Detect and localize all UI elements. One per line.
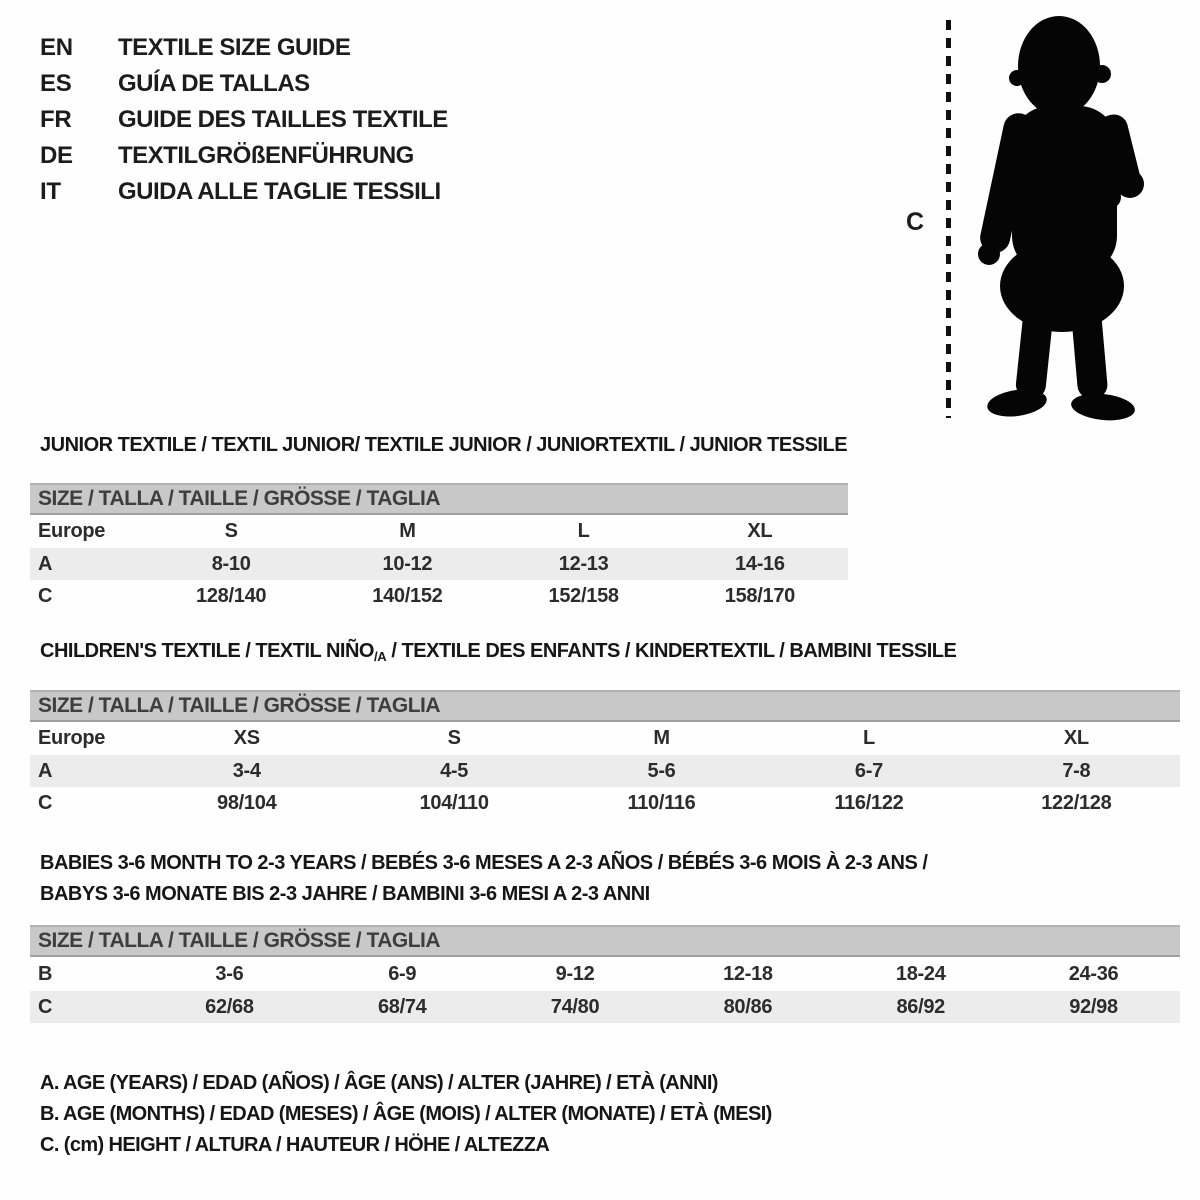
age-cell: 12-13	[558, 552, 609, 575]
lang-title: TEXTILE SIZE GUIDE	[118, 34, 351, 61]
row-label: B	[38, 962, 53, 985]
height-dashed-line	[946, 20, 951, 418]
legend-line-age-months: B. AGE (MONTHS) / EDAD (MESES) / ÂGE (MOIS) / ALTER (MONATE) / ETÀ (MESI)	[40, 1103, 772, 1125]
size-cell: S	[224, 520, 238, 542]
size-cell: M	[399, 520, 416, 542]
children-section-heading	[40, 640, 956, 664]
size-cell: XL	[1063, 727, 1089, 749]
age-cell: 6-7	[854, 759, 883, 782]
lang-code: FR	[40, 106, 72, 133]
height-cell: 122/128	[1041, 791, 1112, 814]
lang-code: ES	[40, 70, 72, 97]
size-header-bar: SIZE / TALLA / TAILLE / GRÖSSE / TAGLIA	[30, 690, 1180, 722]
size-cell: S	[447, 727, 461, 749]
lang-row-fr	[40, 102, 448, 138]
height-cell: 92/98	[1069, 995, 1118, 1018]
table-row-height	[30, 580, 848, 612]
row-label: A	[38, 759, 53, 782]
height-cell: 110/116	[627, 791, 696, 814]
age-cell: 5-6	[647, 759, 676, 782]
lang-title: GUIDA ALLE TAGLIE TESSILI	[118, 178, 441, 205]
lang-title: GUÍA DE TALLAS	[118, 70, 310, 97]
babies-size-table	[30, 925, 1180, 1023]
months-cell: 6-9	[388, 962, 417, 985]
row-label: C	[38, 791, 53, 814]
language-title-block	[40, 30, 448, 210]
junior-size-table	[30, 483, 848, 612]
lang-row-es	[40, 66, 448, 102]
age-cell: 14-16	[735, 552, 785, 575]
height-cell: 62/68	[205, 995, 254, 1018]
size-cell: M	[653, 727, 670, 749]
height-cell: 116/122	[834, 791, 904, 814]
months-cell: 3-6	[215, 962, 244, 985]
height-cell: 86/92	[896, 995, 945, 1018]
height-cell: 128/140	[196, 584, 267, 607]
age-cell: 4-5	[440, 759, 469, 782]
toddler-silhouette-icon	[962, 14, 1190, 426]
legend-line-height: C. (cm) HEIGHT / ALTURA / HAUTEUR / HÖHE / ALTEZZA	[40, 1134, 550, 1156]
size-header-bar: SIZE / TALLA / TAILLE / GRÖSSE / TAGLIA	[30, 483, 848, 515]
size-cell: XL	[747, 520, 773, 542]
table-row-age	[30, 548, 848, 580]
babies-heading-line1: BABIES 3-6 MONTH TO 2-3 YEARS / BEBÉS 3-6 MESES A 2-3 AÑOS / BÉBÉS 3-6 MOIS À 2-3 ANS /	[40, 852, 928, 874]
lang-row-en	[40, 30, 448, 66]
lang-title: TEXTILGRÖßENFÜHRUNG	[118, 142, 414, 169]
row-label: Europe	[38, 520, 106, 542]
height-cell: 98/104	[217, 791, 277, 814]
lang-row-it	[40, 174, 448, 210]
lang-code: IT	[40, 178, 61, 205]
measurement-legend	[40, 1068, 772, 1161]
height-cell: 152/158	[548, 584, 619, 607]
height-cell: 104/110	[419, 791, 489, 814]
months-cell: 9-12	[555, 962, 595, 985]
babies-section-heading	[40, 848, 927, 910]
height-cell: 158/170	[724, 584, 795, 607]
lang-row-de	[40, 138, 448, 174]
size-cell: L	[577, 520, 590, 542]
children-heading-prefix: CHILDREN'S TEXTILE / TEXTIL NIÑO	[40, 640, 374, 662]
height-cell: 140/152	[372, 584, 443, 607]
age-cell: 3-4	[232, 759, 261, 782]
size-cell: XS	[233, 727, 260, 749]
lang-code: DE	[40, 142, 73, 169]
table-row-height	[30, 787, 1180, 819]
children-heading-sub: /A	[373, 649, 387, 664]
lang-title: GUIDE DES TAILLES TEXTILE	[118, 106, 448, 133]
children-size-table	[30, 690, 1180, 819]
age-cell: 10-12	[382, 552, 433, 575]
table-row-height	[30, 991, 1180, 1023]
row-label: C	[38, 584, 53, 607]
legend-line-age-years: A. AGE (YEARS) / EDAD (AÑOS) / ÂGE (ANS) / ALTER (JAHRE) / ETÀ (ANNI)	[40, 1072, 718, 1094]
junior-section-heading: JUNIOR TEXTILE / TEXTIL JUNIOR/ TEXTILE JUNIOR / JUNIORTEXTIL / JUNIOR TESSILE	[40, 434, 848, 456]
months-cell: 18-24	[895, 962, 946, 985]
figure-height-label: C	[906, 208, 925, 236]
row-label: Europe	[38, 727, 106, 749]
row-label: A	[38, 552, 53, 575]
table-row-age	[30, 755, 1180, 787]
babies-heading-line2: BABYS 3-6 MONATE BIS 2-3 JAHRE / BAMBINI 3-6 MESI A 2-3 ANNI	[40, 883, 650, 905]
height-cell: 68/74	[377, 995, 427, 1018]
row-label: C	[38, 995, 53, 1018]
size-cell: L	[862, 727, 875, 749]
size-header-bar: SIZE / TALLA / TAILLE / GRÖSSE / TAGLIA	[30, 925, 1180, 957]
height-cell: 74/80	[550, 995, 600, 1018]
table-row-europe	[30, 515, 848, 548]
lang-code: EN	[40, 34, 73, 61]
height-cell: 80/86	[723, 995, 773, 1018]
table-row-europe	[30, 722, 1180, 755]
children-heading-suffix: / TEXTILE DES ENFANTS / KINDERTEXTIL / BAMBINI TESSILE	[386, 640, 957, 662]
age-cell: 7-8	[1062, 759, 1091, 782]
table-row-months	[30, 957, 1180, 991]
months-cell: 24-36	[1068, 962, 1119, 985]
age-cell: 8-10	[211, 552, 251, 575]
months-cell: 12-18	[723, 962, 773, 985]
